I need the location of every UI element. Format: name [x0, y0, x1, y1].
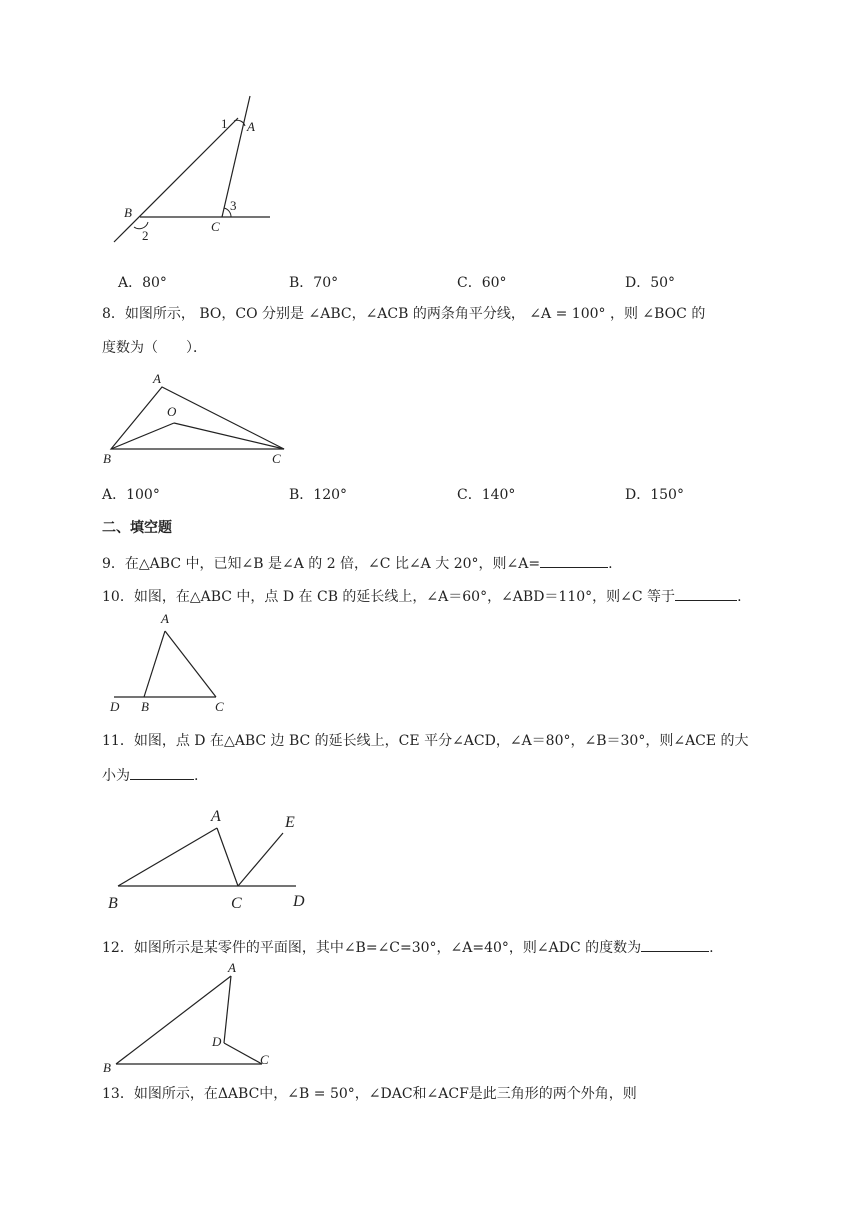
q12-text	[102, 937, 714, 957]
q9-text	[102, 553, 613, 573]
label-e: E	[285, 814, 295, 831]
label-a: A	[228, 960, 236, 975]
q8-option-b[interactable]: B．120°	[289, 487, 348, 503]
label-c: C	[211, 219, 220, 234]
figure-q11	[100, 800, 330, 920]
q7-option-c[interactable]: C．60°	[457, 275, 507, 291]
q10-period: .	[737, 589, 742, 605]
label-c: C	[272, 451, 281, 465]
q10-text	[102, 586, 742, 606]
q8-option-c[interactable]: C．140°	[457, 487, 516, 503]
q9-period: .	[608, 556, 613, 572]
q12-answer-blank[interactable]	[641, 937, 709, 952]
figure-q10	[100, 608, 240, 718]
label-b: B	[103, 451, 111, 465]
figure-q7	[100, 90, 290, 255]
q8-option-a[interactable]: A．100°	[102, 487, 160, 503]
q10-stem: 10．如图，在△ABC 中，点 D 在 CB 的延长线上，∠A＝60°，∠ABD＝110°，则∠C 等于	[102, 589, 676, 605]
q11-period: .	[194, 768, 199, 784]
q8-option-d[interactable]: D．150°	[625, 487, 684, 503]
q12-stem: 12．如图所示是某零件的平面图，其中∠B=∠C=30°，∠A=40°，则∠ADC 的度数为	[102, 940, 642, 956]
q7-option-a[interactable]: A．80°	[118, 275, 167, 291]
label-c: C	[215, 699, 224, 714]
label-b: B	[103, 1060, 111, 1075]
q9-stem: 9．在△ABC 中，已知∠B 是∠A 的 2 倍，∠C 比∠A 大 20°，则∠A=	[102, 556, 541, 572]
q12-period: .	[709, 940, 714, 956]
q10-answer-blank[interactable]	[675, 586, 737, 601]
q11-line1: 11．如图，点 D 在△ABC 边 BC 的延长线上，CE 平分∠ACD，∠A＝80°，∠B＝30°，则∠ACE 的大	[102, 733, 749, 749]
label-c: C	[260, 1052, 269, 1067]
label-a: A	[153, 371, 161, 386]
label-a: A	[211, 808, 221, 825]
q8-line2: 度数为（ ）．	[102, 340, 207, 356]
figure-q12	[100, 960, 290, 1075]
label-a: A	[247, 119, 255, 134]
q9-answer-blank[interactable]	[540, 553, 608, 568]
q11-stem: 小为	[102, 768, 130, 784]
label-b: B	[141, 699, 149, 714]
q8-line1: 8．如图所示， BO，CO 分别是 ∠ABC，∠ACB 的两条角平分线， ∠A = 100° ，则 ∠BOC 的	[102, 306, 706, 322]
label-d: D	[212, 1034, 222, 1049]
section-heading: 二、填空题	[102, 520, 172, 536]
q7-option-d[interactable]: D．50°	[625, 275, 676, 291]
q11-line2	[102, 765, 198, 785]
label-2: 2	[142, 228, 149, 243]
label-o: O	[167, 404, 177, 419]
label-b: B	[108, 895, 118, 912]
label-b: B	[124, 205, 132, 220]
label-1: 1	[221, 116, 228, 131]
q11-answer-blank[interactable]	[130, 765, 194, 780]
label-a: A	[161, 611, 169, 626]
label-d: D	[110, 699, 120, 714]
q7-option-b[interactable]: B．70°	[289, 275, 339, 291]
label-3: 3	[230, 198, 237, 213]
q13-text: 13．如图所示，在ΔABC中，∠B = 50°，∠DAC和∠ACF是此三角形的两个外角，则	[102, 1086, 637, 1102]
label-d: D	[293, 893, 305, 910]
figure-q8	[100, 370, 300, 465]
label-c: C	[231, 895, 242, 912]
